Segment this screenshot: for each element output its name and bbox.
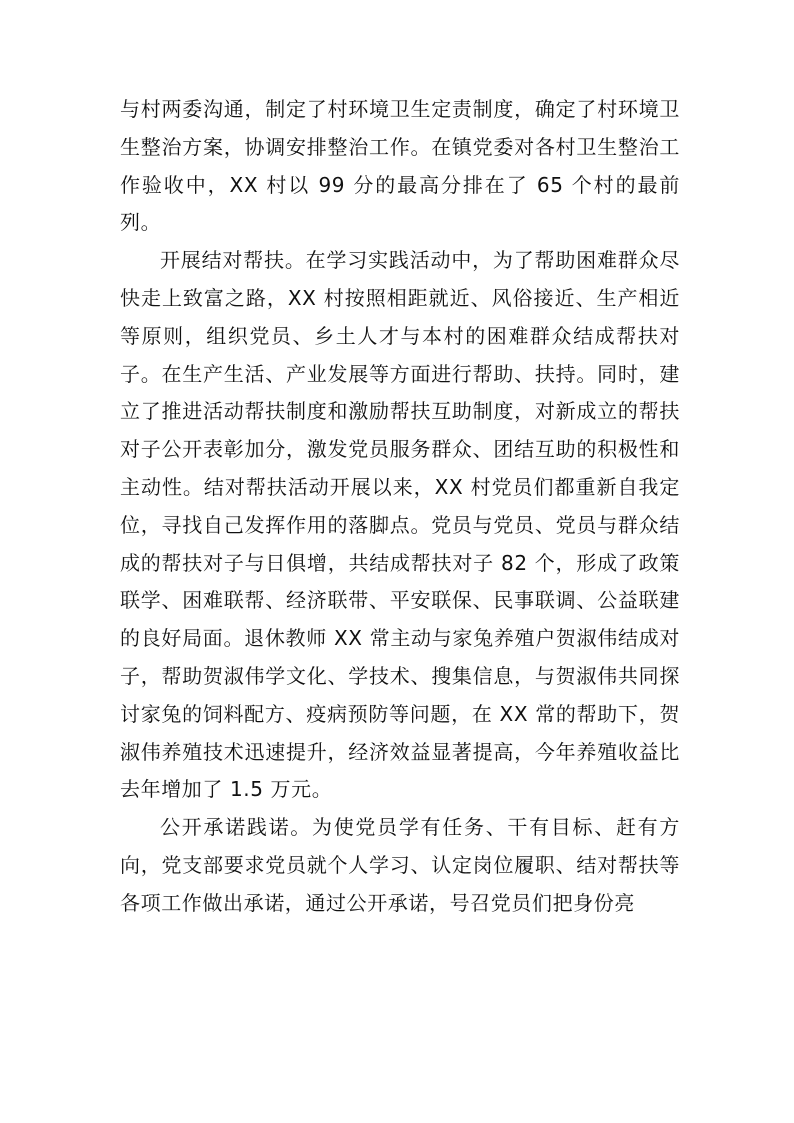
paragraph-paired-assistance: 开展结对帮扶。在学习实践活动中，为了帮助困难群众尽快走上致富之路，XX 村按照相距就近、风俗接近、生产相近等原则，组织党员、乡土人才与本村的困难群众结成帮扶对子。在生产生活、产业发展等方面进行帮助、扶持。同时，建立了推进活动帮扶制度和激励帮扶互助制度，对新成立的帮扶对子公开表彰加分，激发党员服务群众、团结互助的积极性和主动性。结对帮扶活动开展以来，XX 村党员们都重新自我定位，寻找自己发挥作用的落脚点。党员与党员、党员与群众结成的帮扶对子与日俱增，共结成帮扶对子 82 个，形成了政策联学、困难联帮、经济联带、平安联保、民事联调、公益联建的良好局面。退休教师 XX 常主动与家兔养殖户贺淑伟结成对子，帮助贺淑伟学文化、学技术、搜集信息，与贺淑伟共同探讨家兔的饲料配方、疫病预防等问题，在 XX 常的帮助下，贺淑伟养殖技术迅速提升，经济效益显著提高，今年养殖收益比去年增加了 1.5 万元。 (120, 248, 680, 802)
paragraph-public-commitment: 公开承诺践诺。为使党员学有任务、干有目标、赶有方向，党支部要求党员就个人学习、认定岗位履职、结对帮扶等各项工作做出承诺，通过公开承诺，号召党员们把身份亮 (120, 815, 680, 915)
document-body (120, 91, 680, 923)
paragraph-village-sanitation: 与村两委沟通，制定了村环境卫生定责制度，确定了村环境卫生整治方案，协调安排整治工作。在镇党委对各村卫生整治工作验收中，XX 村以 99 分的最高分排在了 65 个村的最前列。 (120, 97, 680, 235)
